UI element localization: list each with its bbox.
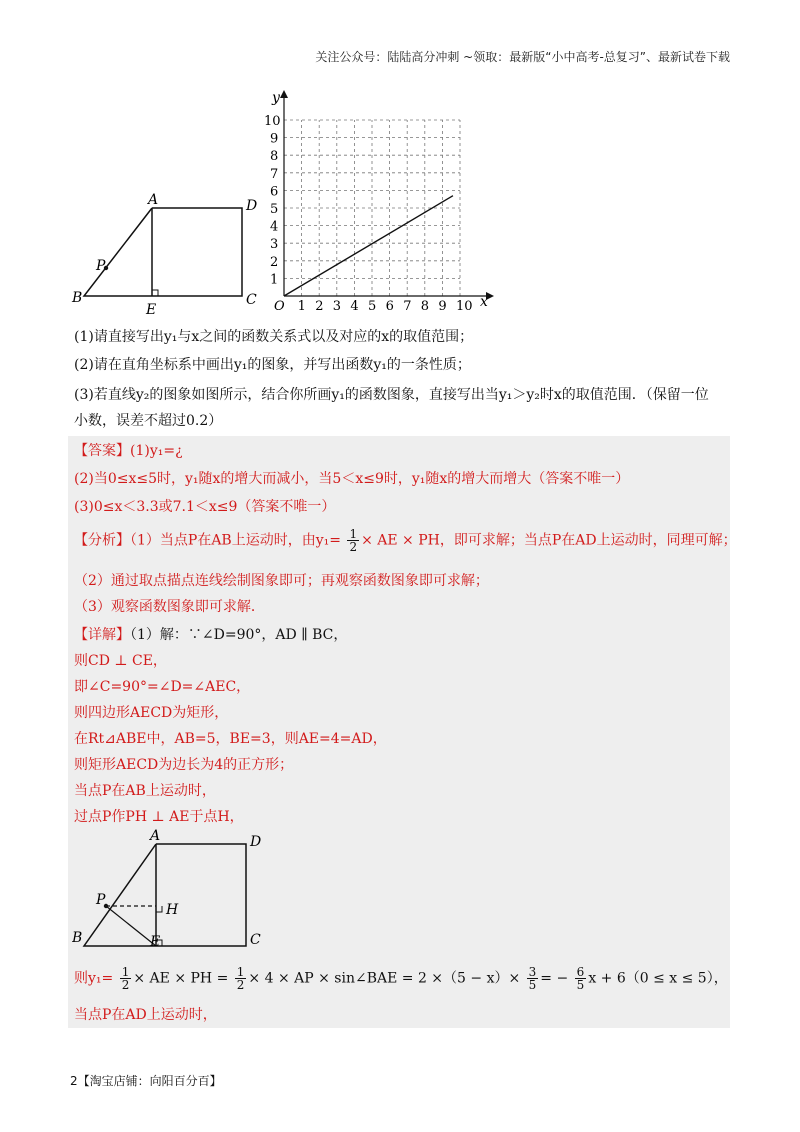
label-D: D — [246, 198, 258, 214]
series-line-y2 — [284, 196, 453, 296]
y-axis-label: y — [272, 90, 280, 106]
detail-9e: x + 6（0 ≤ x ≤ 5）， — [588, 970, 728, 987]
y-tick-label: 4 — [270, 219, 279, 235]
x-tick-label: 7 — [403, 299, 412, 313]
y-tick-label: 7 — [270, 166, 279, 182]
fig2-label-C: C — [250, 932, 261, 948]
analysis-1 — [74, 528, 737, 553]
detail-3: 即∠C=90°=∠D=∠AEC， — [74, 679, 251, 695]
fig2-label-H: H — [166, 902, 179, 918]
fraction-1-2-a: $\frac{1}{2}$ — [121, 965, 130, 992]
detail-9a: 则y₁= — [74, 970, 114, 987]
x-tick-label: 8 — [420, 299, 430, 313]
x-axis-label: x — [480, 294, 488, 310]
detail-1-text: （1）解：∵∠D=90°，AD ∥ BC， — [130, 627, 348, 643]
page-footer: 2【淘宝店铺：向阳百分百】 — [70, 1074, 222, 1088]
y-tick-label: 10 — [264, 114, 281, 129]
analysis-1b: × AE × PH，即可求解；当点P在AD上运动时，同理可解； — [361, 532, 737, 549]
x-tick-label: 3 — [332, 299, 342, 313]
ticks — [264, 114, 473, 313]
detail-4: 则四边形AECD为矩形， — [74, 705, 229, 721]
detail-7: 当点P在AB上运动时， — [74, 783, 216, 799]
detail-9d: = − — [540, 970, 569, 987]
detail-5: 在Rt⊿ABE中，AB=5，BE=3，则AE=4=AD， — [74, 731, 387, 747]
y-tick-label: 2 — [270, 254, 279, 270]
fraction-6-5: $\frac{6}{5}$ — [576, 965, 585, 992]
detail-9b: × AE × PH = — [133, 970, 229, 987]
detail-9c: × 4 × AP × sin∠BAE = 2 ×（5 − x）× — [248, 970, 521, 987]
y-tick-label: 5 — [270, 202, 279, 217]
label-A: A — [148, 192, 159, 208]
x-tick-label: 4 — [350, 299, 359, 313]
x-tick-label: 10 — [456, 299, 473, 313]
origin-label: O — [274, 299, 285, 313]
analysis-1a: （1）当点P在AB上运动时，由y₁= — [130, 532, 341, 549]
label-E: E — [146, 302, 157, 318]
fig2-label-B: B — [72, 930, 83, 946]
detail-9 — [74, 966, 728, 991]
analysis-3: （3）观察函数图象即可求解． — [74, 599, 265, 615]
detail-2: 则CD ⊥ CE， — [74, 653, 167, 669]
page-header: 关注公众号：陆陆高分冲刺 ~领取：最新版“小中高考-总复习”、最新试卷下载 — [315, 50, 730, 64]
analysis-2: （2）通过取点描点连线绘制图象即可；再观察函数图象即可求解； — [74, 573, 489, 589]
analysis-tag: 【分析】 — [74, 532, 130, 549]
fraction-1-2-b: $\frac{1}{2}$ — [236, 965, 245, 992]
question-3: (3)若直线y₂的图象如图所示，结合你所画y₁的函数图象，直接写出当y₁＞y₂时x的取值范围．（保留一位 — [74, 387, 709, 403]
label-B: B — [72, 290, 83, 306]
answer-3: (3)0≤x＜3.3或7.1＜x≤9（答案不唯一） — [74, 499, 336, 515]
label-P: P — [96, 258, 106, 274]
detail-tag: 【详解】 — [74, 627, 130, 643]
x-tick-label: 1 — [297, 299, 306, 313]
coordinate-graph — [262, 88, 502, 313]
fig2-label-D: D — [250, 834, 262, 850]
answer-tag: 【答案】 — [74, 443, 130, 459]
figure-quadrilateral — [70, 188, 270, 318]
y-tick-label: 9 — [270, 131, 279, 147]
detail-1 — [74, 624, 347, 644]
answer-1: (1)y₁=¿ — [130, 443, 183, 459]
detail-8: 过点P作PH ⊥ AE于点H， — [74, 809, 244, 825]
question-1: (1)请直接写出y₁与x之间的函数关系式以及对应的x的取值范围； — [74, 329, 474, 345]
series — [284, 196, 453, 296]
fraction-3-5: $\frac{3}{5}$ — [528, 965, 537, 992]
x-tick-label: 5 — [368, 299, 377, 313]
grid — [284, 120, 460, 296]
x-tick-label: 2 — [315, 299, 324, 313]
detail-6: 则矩形AECD为边长为4的正方形； — [74, 757, 294, 773]
fig2-label-E: E — [150, 934, 161, 948]
y-tick-label: 1 — [270, 272, 279, 288]
x-tick-label: 6 — [385, 299, 394, 313]
answer-2: (2)当0≤x≤5时，y₁随x的增大而减小，当5＜x≤9时，y₁随x的增大而增大（答案不唯一） — [74, 471, 630, 487]
fig2-label-A: A — [150, 828, 161, 844]
x-tick-label: 9 — [438, 299, 447, 313]
fraction-half: $\frac{1}{2}$ — [349, 527, 358, 554]
question-3-cont: 小数，误差不超过0.2） — [74, 413, 223, 429]
y-tick-label: 3 — [270, 237, 279, 253]
detail-10: 当点P在AD上运动时， — [74, 1007, 217, 1023]
fig2-label-P: P — [96, 892, 106, 908]
question-2: (2)请在直角坐标系中画出y₁的图象，并写出函数y₁的一条性质； — [74, 357, 471, 373]
answer-block — [68, 436, 737, 1028]
label-C: C — [246, 292, 257, 308]
figure-perpendicular — [72, 828, 272, 948]
y-tick-label: 8 — [270, 149, 279, 165]
y-tick-label: 6 — [270, 184, 279, 200]
y-axis-arrow — [280, 90, 288, 98]
